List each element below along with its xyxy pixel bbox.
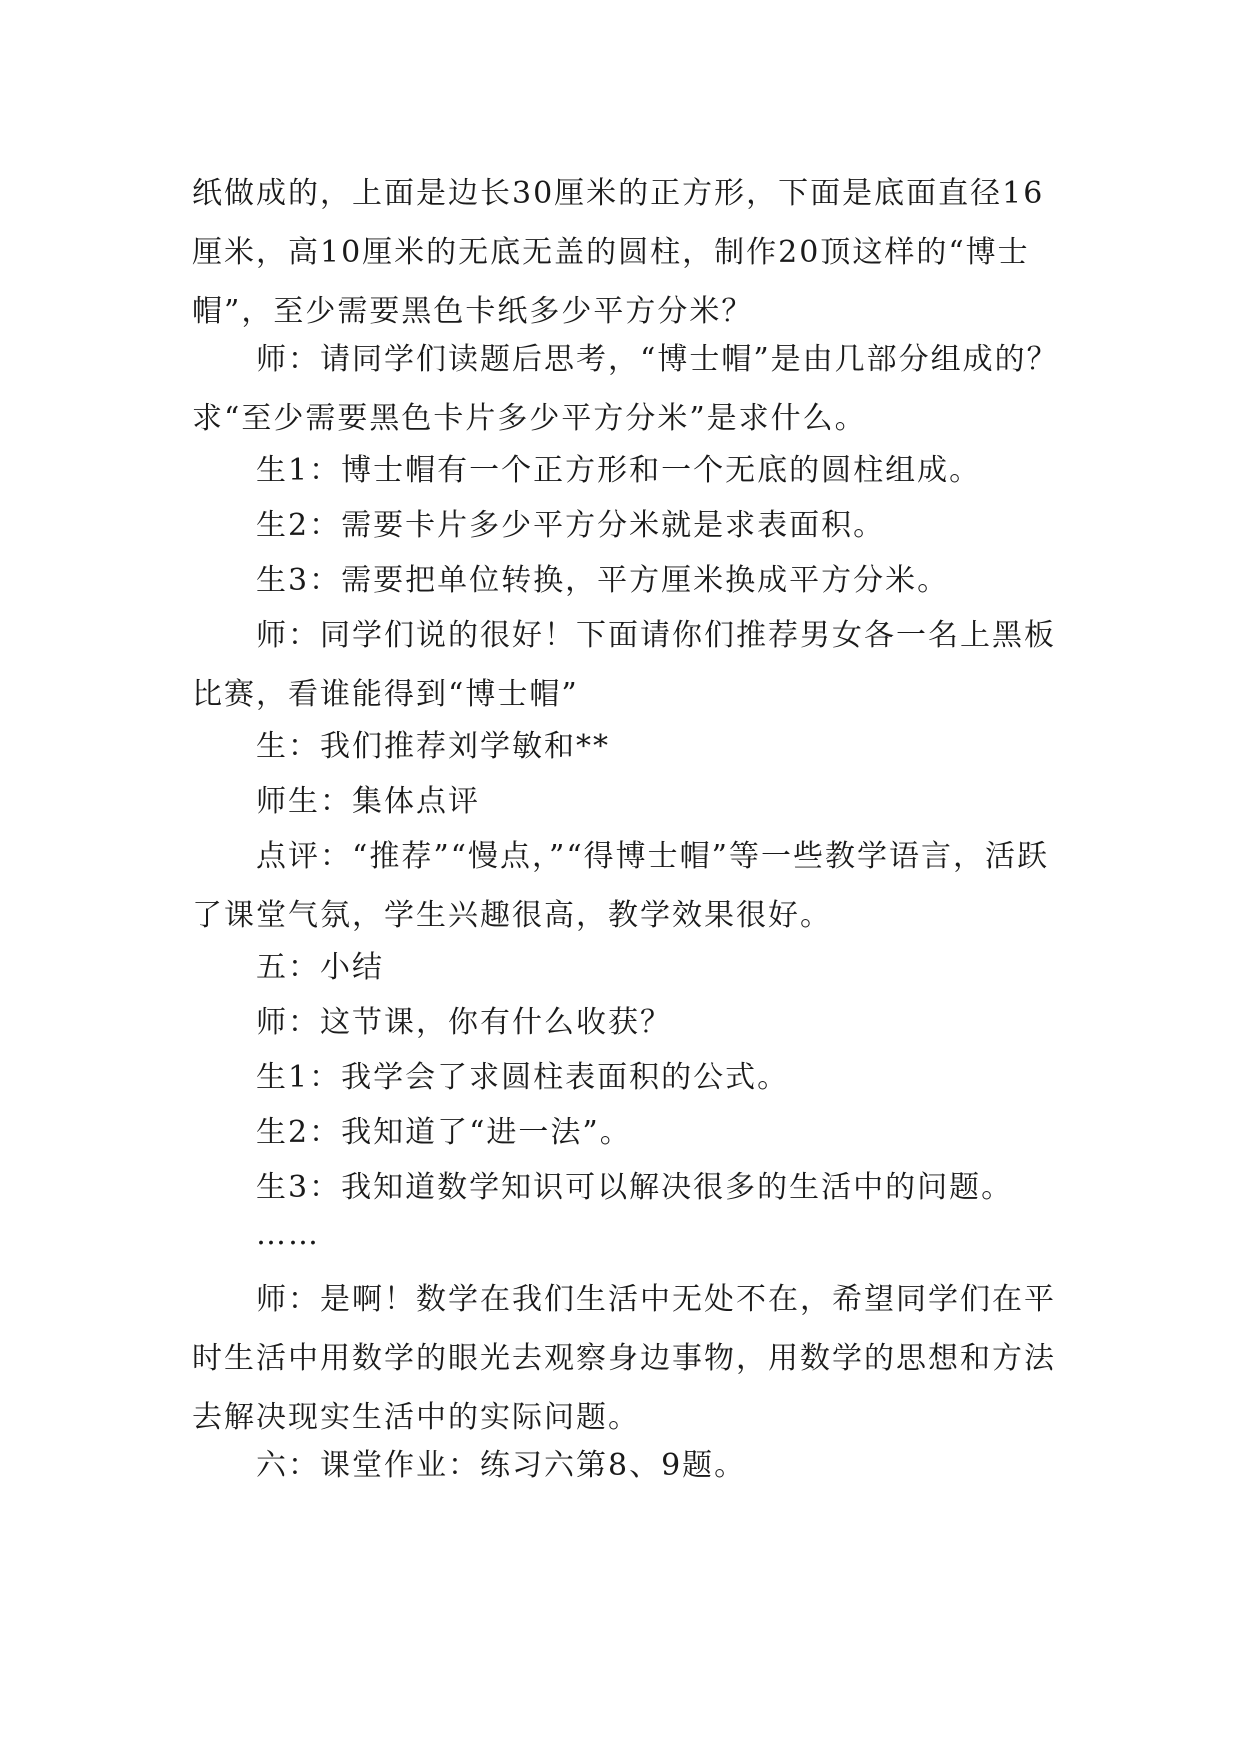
ellipsis-line: …… [256,1217,320,1252]
paragraph-teacher-question: 师：请同学们读题后思考，“博士帽”是由几部分组成的？求“至少需要黑色卡片多少平方分米”是求什么。 [192,342,1059,436]
paragraph-group-review: 师生：集体点评 [256,784,480,819]
paragraph-student-recommend: 生：我们推荐刘学敏和** [256,729,610,764]
paragraph-summary-student-3: 生3：我知道数学知识可以解决很多的生活中的问题。 [256,1170,1014,1205]
paragraph-student-2-answer: 生2：需要卡片多少平方分米就是求表面积。 [256,508,886,543]
paragraph-review-comment: 点评：“推荐”“慢点，”“得博士帽”等一些教学语言，活跃了课堂气氛，学生兴趣很高，教学效果很好。 [192,839,1050,933]
paragraph-teacher-conclusion: 师：是啊！数学在我们生活中无处不在，希望同学们在平时生活中用数学的眼光去观察身边事物，用数学的思想和方法去解决现实生活中的实际问题。 [192,1282,1056,1435]
section-heading-homework: 六：课堂作业：练习六第8、9题。 [256,1448,747,1483]
paragraph-summary-student-1: 生1：我学会了求圆柱表面积的公式。 [256,1060,790,1095]
paragraph-student-1-answer: 生1：博士帽有一个正方形和一个无底的圆柱组成。 [256,453,982,488]
paragraph-summary-student-2: 生2：我知道了“进一法”。 [256,1115,632,1150]
paragraph-teacher-praise: 师：同学们说的很好！下面请你们推荐男女各一名上黑板比赛，看谁能得到“博士帽” [192,618,1056,712]
section-heading-summary: 五：小结 [256,950,384,985]
paragraph-teacher-summary-question: 师：这节课，你有什么收获？ [256,1005,672,1040]
paragraph-student-3-answer: 生3：需要把单位转换，平方厘米换成平方分米。 [256,563,950,598]
paragraph-problem-continuation: 纸做成的，上面是边长30厘米的正方形，下面是底面直径16厘米，高10厘米的无底无盖的圆柱，制作20顶这样的“博士帽”，至少需要黑色卡纸多少平方分米？ [192,176,1045,329]
